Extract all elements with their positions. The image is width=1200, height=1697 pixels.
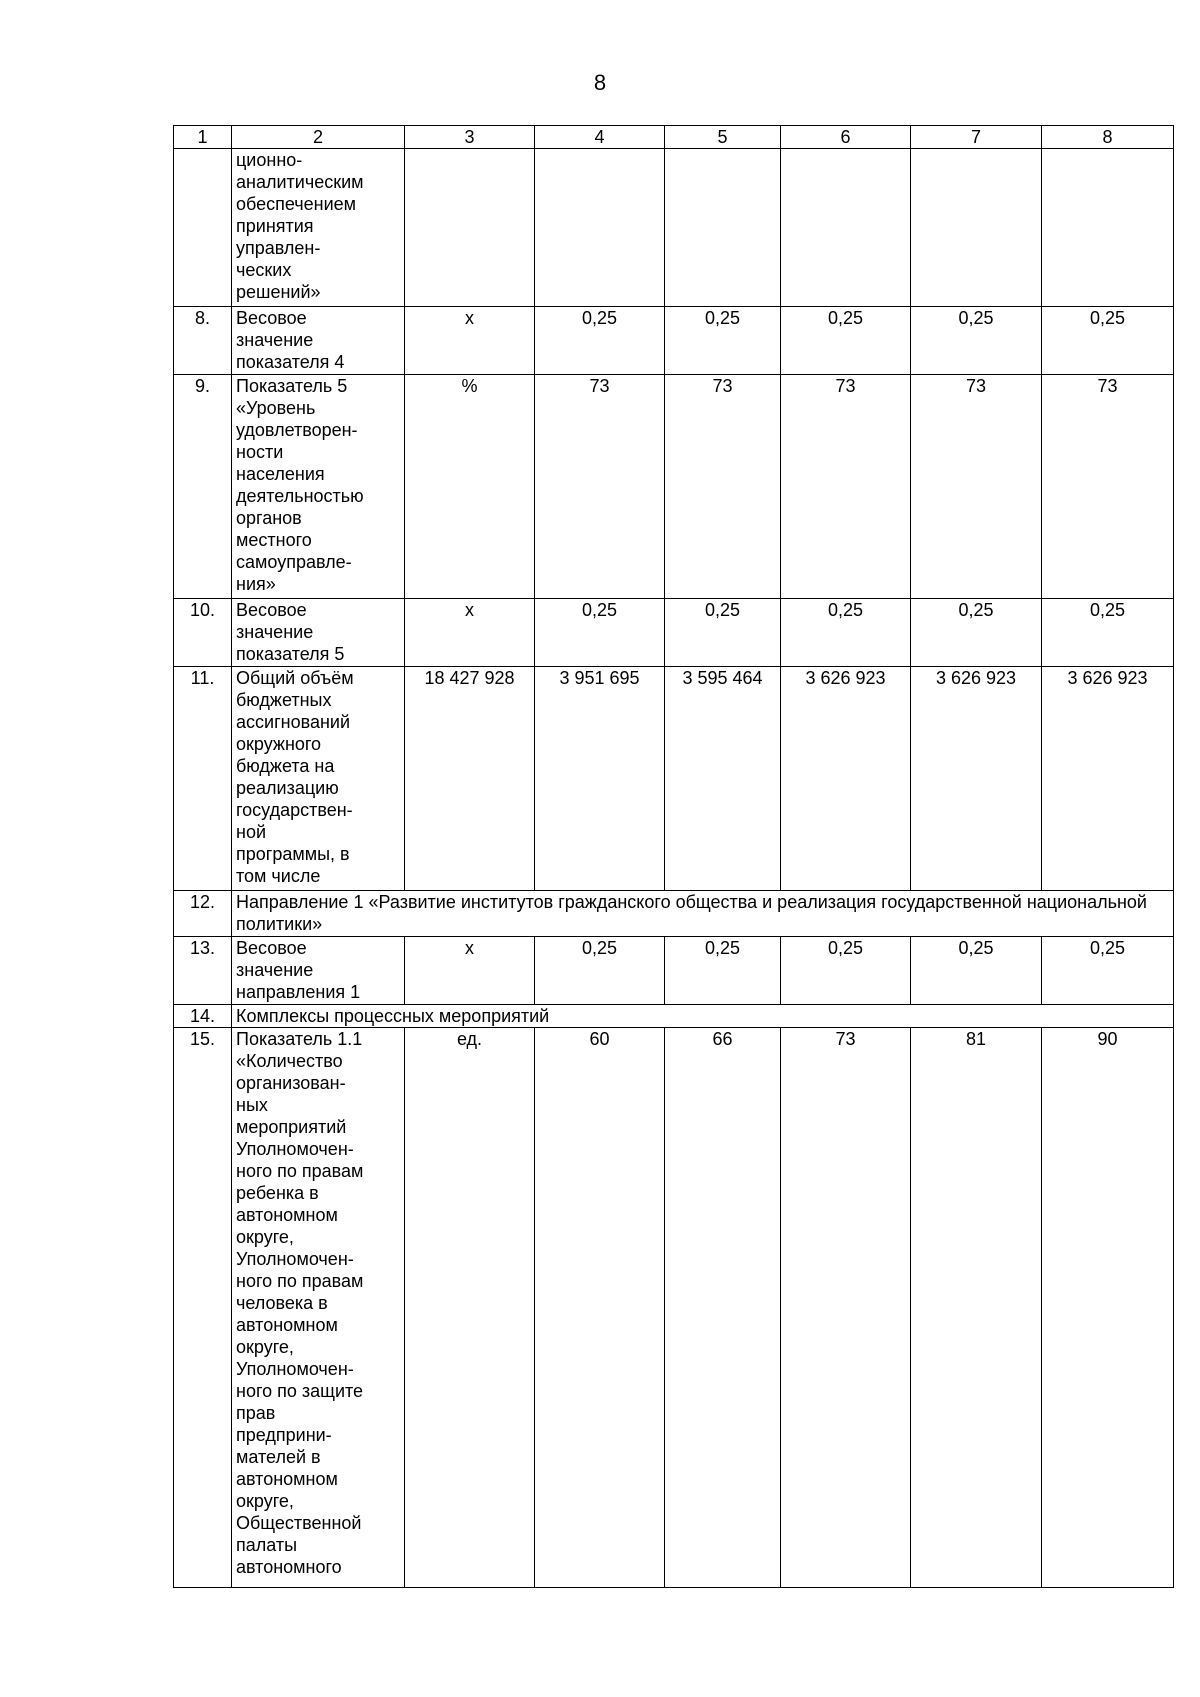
row-number: 8. <box>174 307 232 375</box>
table-cell <box>535 149 665 307</box>
row-number: 14. <box>174 1005 232 1028</box>
indicator-name: Общий объём бюджетных ассигнований окружного бюджета на реализацию государствен- ной программы, в том числе <box>232 667 405 891</box>
row-number: 11. <box>174 667 232 891</box>
column-header: 3 <box>405 126 535 149</box>
table-cell: 0,25 <box>535 599 665 667</box>
table-row <box>174 1005 1174 1028</box>
table-row <box>174 937 1174 1005</box>
table-cell: 0,25 <box>781 599 911 667</box>
indicator-name: Показатель 5 «Уровень удовлетворен- ности населения деятельностью органов местного самоуправле- ния» <box>232 375 405 599</box>
column-header: 7 <box>911 126 1042 149</box>
column-header: 8 <box>1042 126 1174 149</box>
table-cell: 0,25 <box>781 937 911 1005</box>
table-cell: 73 <box>781 375 911 599</box>
table-cell <box>1042 149 1174 307</box>
table-header-row <box>174 126 1174 149</box>
table-row <box>174 667 1174 891</box>
table-row <box>174 1028 1174 1588</box>
indicator-name: ционно- аналитическим обеспечением принятия управлен- ческих решений» <box>232 149 405 307</box>
table-row <box>174 375 1174 599</box>
table-cell: 66 <box>665 1028 781 1588</box>
table-cell: 73 <box>911 375 1042 599</box>
column-header: 6 <box>781 126 911 149</box>
table-cell: 90 <box>1042 1028 1174 1588</box>
table-cell: 0,25 <box>1042 599 1174 667</box>
column-header: 5 <box>665 126 781 149</box>
table-cell: 0,25 <box>911 599 1042 667</box>
row-number: 13. <box>174 937 232 1005</box>
direction-title: Направление 1 «Развитие институтов гражданского общества и реализация государственной национальной политики» <box>232 891 1174 937</box>
table-cell: 0,25 <box>535 937 665 1005</box>
table-cell: 0,25 <box>535 307 665 375</box>
column-header: 2 <box>232 126 405 149</box>
table-cell <box>781 149 911 307</box>
table-cell: 81 <box>911 1028 1042 1588</box>
table-cell: 3 626 923 <box>911 667 1042 891</box>
indicator-name: Весовое значение показателя 5 <box>232 599 405 667</box>
column-header: 4 <box>535 126 665 149</box>
row-number: 10. <box>174 599 232 667</box>
page-number: 8 <box>593 70 607 95</box>
table-cell: 3 626 923 <box>1042 667 1174 891</box>
table-cell: % <box>405 375 535 599</box>
table-cell <box>405 149 535 307</box>
table-cell: 0,25 <box>911 307 1042 375</box>
indicator-name: Весовое значение направления 1 <box>232 937 405 1005</box>
section-title: Комплексы процессных мероприятий <box>232 1005 1174 1028</box>
table-cell: 73 <box>781 1028 911 1588</box>
table-row <box>174 891 1174 937</box>
row-number: 9. <box>174 375 232 599</box>
table-cell: 3 595 464 <box>665 667 781 891</box>
table-cell: 0,25 <box>1042 307 1174 375</box>
table-cell: 3 951 695 <box>535 667 665 891</box>
table-cell <box>665 149 781 307</box>
table-cell: x <box>405 937 535 1005</box>
data-table <box>173 125 1174 1588</box>
indicator-name: Весовое значение показателя 4 <box>232 307 405 375</box>
indicator-name: Показатель 1.1 «Количество организован- ных мероприятий Уполномочен- ного по правам ребенка в автономном округе, Уполномочен- ного по правам человека в автономном округе, Уполномочен- ного по защите прав предприни- мателей в автономном округе, Общественной палаты автономного <box>232 1028 405 1588</box>
table-cell: 3 626 923 <box>781 667 911 891</box>
table-row <box>174 307 1174 375</box>
table-row <box>174 599 1174 667</box>
table-cell: 18 427 928 <box>405 667 535 891</box>
row-number: 12. <box>174 891 232 937</box>
table-cell: x <box>405 599 535 667</box>
table-cell: 0,25 <box>665 307 781 375</box>
table-cell <box>911 149 1042 307</box>
table-cell: ед. <box>405 1028 535 1588</box>
table-cell: 0,25 <box>911 937 1042 1005</box>
row-number <box>174 149 232 307</box>
table-cell: 0,25 <box>665 937 781 1005</box>
table-cell: 0,25 <box>665 599 781 667</box>
table-cell: 73 <box>1042 375 1174 599</box>
table-cell: 0,25 <box>781 307 911 375</box>
table-cell: x <box>405 307 535 375</box>
table-cell: 73 <box>535 375 665 599</box>
row-number: 15. <box>174 1028 232 1588</box>
table-row <box>174 149 1174 307</box>
table-cell: 60 <box>535 1028 665 1588</box>
column-header: 1 <box>174 126 232 149</box>
table-cell: 0,25 <box>1042 937 1174 1005</box>
table-cell: 73 <box>665 375 781 599</box>
